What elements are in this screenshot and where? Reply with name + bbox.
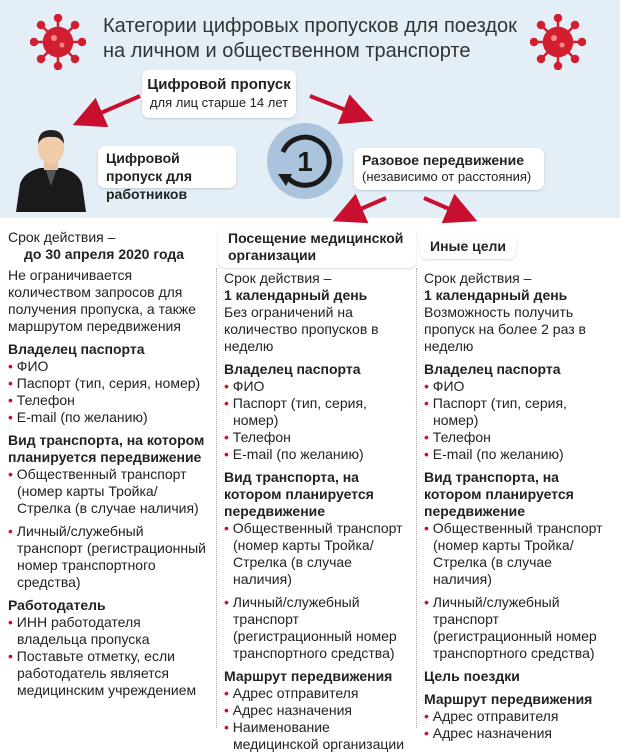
- worker-icon: [14, 128, 88, 212]
- list-item: • ФИО: [424, 378, 614, 395]
- workers-pass-label: Цифровой пропуск для работников: [106, 150, 193, 202]
- list-item: • Общественный транспорт (номер карты Тройка/Стрелка (в случае наличия): [224, 520, 412, 588]
- transport-heading: Вид транспорта, на котором планируется передвижение: [424, 469, 574, 519]
- list-item: • Адрес назначения: [424, 725, 614, 742]
- single-trip-title: Разовое передвижение: [362, 152, 524, 168]
- validity-label: Срок действия –: [8, 229, 116, 245]
- route-heading: Маршрут передвижения: [424, 691, 593, 707]
- transport-heading: Вид транспорта, на котором планируется передвижение: [8, 432, 205, 465]
- list-item: • Личный/служебный транспорт (регистрационный номер транспортного средства): [424, 594, 614, 662]
- list-item: • ИНН работодателя владельца пропуска: [8, 614, 210, 648]
- list-item: • Поставьте отметку, если работодатель является медицинским учреждением: [8, 648, 210, 699]
- owner-heading: Владелец паспорта: [424, 361, 561, 377]
- list-item: • Паспорт (тип, серия, номер): [8, 375, 210, 392]
- other-purposes-heading: Иные цели: [420, 234, 516, 259]
- list-item: • Телефон: [424, 429, 614, 446]
- list-item: • Паспорт (тип, серия, номер): [424, 395, 614, 429]
- arrow-to-other: [424, 198, 470, 218]
- validity-label: Срок действия –: [424, 270, 532, 286]
- list-item: • Общественный транспорт (номер карты Тройка/Стрелка (в случае наличия): [424, 520, 614, 588]
- single-trip-icon: [266, 122, 344, 200]
- medical-visit-heading: Посещение медицинской организации: [218, 226, 416, 268]
- validity-note: Возможность получить пропуск на более 2 раз в неделю: [424, 304, 586, 354]
- validity-label: Срок действия –: [224, 270, 332, 286]
- page-title: Категории цифровых пропусков для поездок на личном и общественном транспорте: [103, 15, 517, 62]
- purpose-heading: Цель поездки: [424, 668, 520, 684]
- validity-value: 1 календарный день: [424, 287, 568, 303]
- validity-note: Не ограничивается количеством запросов для получения пропуска, а также маршрутом передвижения: [8, 267, 196, 334]
- list-item: • Адрес отправителя: [224, 685, 412, 702]
- list-item: • Личный/служебный транспорт (регистрационный номер транспортного средства): [224, 594, 412, 662]
- list-item: • Телефон: [224, 429, 412, 446]
- medical-column: [224, 270, 412, 753]
- list-item: • Телефон: [8, 392, 210, 409]
- arrow-to-workers: [80, 96, 140, 122]
- single-trip-box: [354, 148, 544, 190]
- list-item: • E-mail (по желанию): [224, 446, 412, 463]
- owner-heading: Владелец паспорта: [8, 341, 145, 357]
- workers-column: [8, 229, 210, 699]
- list-item: • Адрес назначения: [224, 702, 412, 719]
- list-item: • Общественный транспорт (номер карты Тройка/Стрелка (в случае наличия): [8, 466, 210, 517]
- digital-pass-subtitle: для лиц старше 14 лет: [149, 95, 289, 110]
- arrow-to-medical: [340, 198, 386, 218]
- list-item: • Наименование медицинской организации: [224, 719, 412, 753]
- digital-pass-box: [142, 70, 296, 118]
- other-column: [424, 270, 614, 742]
- list-item: • ФИО: [8, 358, 210, 375]
- list-item: • Адрес отправителя: [424, 708, 614, 725]
- list-item: • ФИО: [224, 378, 412, 395]
- owner-heading: Владелец паспорта: [224, 361, 361, 377]
- single-trip-subtitle: (независимо от расстояния): [362, 169, 532, 184]
- route-heading: Маршрут передвижения: [224, 668, 393, 684]
- list-item: • Личный/служебный транспорт (регистрационный номер транспортного средства): [8, 523, 210, 591]
- arrow-to-single-trip: [310, 96, 366, 118]
- validity-note: Без ограничений на количество пропусков в неделю: [224, 304, 379, 354]
- list-item: • Паспорт (тип, серия, номер): [224, 395, 412, 429]
- validity-value: до 30 апреля 2020 года: [24, 246, 185, 262]
- validity-value: 1 календарный день: [224, 287, 368, 303]
- single-trip-number: 1: [297, 146, 313, 177]
- employer-heading: Работодатель: [8, 597, 106, 613]
- column-divider-2: [416, 268, 417, 728]
- list-item: • E-mail (по желанию): [8, 409, 210, 426]
- digital-pass-title: Цифровой пропуск: [147, 76, 291, 93]
- column-divider-1: [216, 268, 217, 728]
- list-item: • E-mail (по желанию): [424, 446, 614, 463]
- workers-pass-box: [98, 146, 236, 202]
- transport-heading: Вид транспорта, на котором планируется передвижение: [224, 469, 374, 519]
